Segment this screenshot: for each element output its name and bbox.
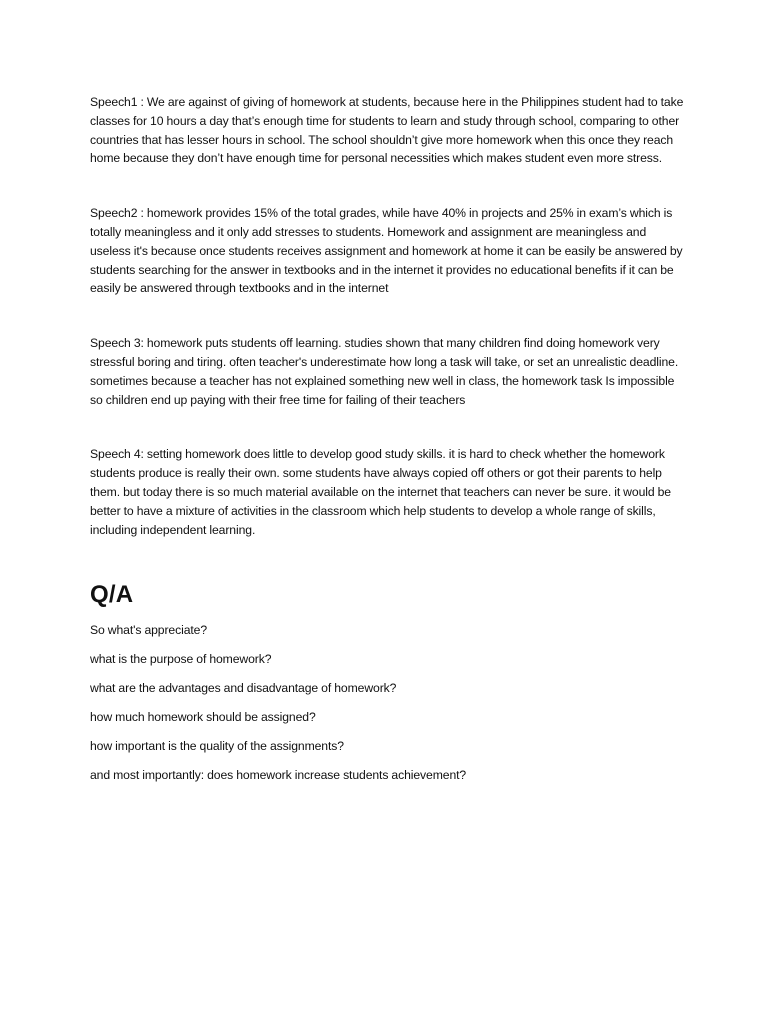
qa-heading: Q/A	[90, 581, 134, 609]
document-body	[90, 93, 688, 795]
question-item: So what's appreciate?	[90, 623, 208, 638]
speech-1-paragraph: Speech1 : We are against of giving of homework at students, because here in the Philippines student had to take classes for 10 hours a day that’s enough time for students to learn and study through school, comparing to other countries that has lesser hours in school. The school shouldn’t give more homework when this once they reach home because they don’t have enough time for personal necessities which makes student even more stress.	[90, 95, 684, 166]
question-item: and most importantly: does homework increase students achievement?	[90, 768, 467, 783]
question-item: how much homework should be assigned?	[90, 710, 316, 725]
speech-4-paragraph: Speech 4: setting homework does little to develop good study skills. it is hard to check whether the homework students produce is really their own. some students have always copied off others or got their parents to help them. but today there is so much material available on the internet that teachers can never be sure. it would be better to have a mixture of activities in the classroom which help students to develop a whole range of skills, including independent learning.	[90, 447, 671, 537]
speech-3-paragraph: Speech 3: homework puts students off learning. studies shown that many children find doing homework very stressful boring and tiring. often teacher's underestimate how long a task will take, or set an unrealistic deadline. sometimes because a teacher has not explained something new well in class, the homework task Is impossible so children end up paying with their free time for failing of their teachers	[90, 336, 679, 407]
question-item: what is the purpose of homework?	[90, 652, 272, 667]
question-item: what are the advantages and disadvantage of homework?	[90, 681, 397, 696]
question-list	[90, 621, 688, 784]
speech-2-paragraph: Speech2 : homework provides 15% of the total grades, while have 40% in projects and 25% in exam’s which is totally meaningless and it only add stresses to students. Homework and assignment are meaningless and useless it's because once students receives assignment and homework at home it can be easily be answered by students searching for the answer in textbooks and in the internet it provides no educational benefits if it can be easily be answered through textbooks and in the internet	[90, 206, 683, 296]
question-item: how important is the quality of the assignments?	[90, 739, 344, 754]
